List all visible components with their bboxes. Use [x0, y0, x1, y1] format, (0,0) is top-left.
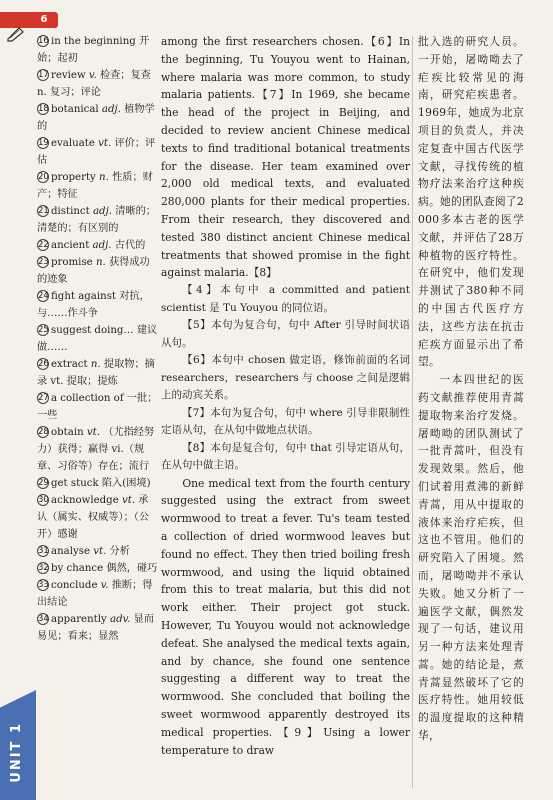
vocab-definition: 提取物；摘录 vt. 提取；提炼: [37, 359, 155, 387]
vocab-word: fight against: [51, 291, 120, 302]
vocab-definition: 检查；复查 n. 复习；评论: [37, 70, 151, 98]
vocab-pos: vt.: [93, 546, 110, 557]
vocab-pos: n.: [99, 172, 113, 183]
vocab-number: 33: [38, 580, 49, 590]
page-number: 6: [40, 14, 48, 25]
vocab-definition: （尤指经努力）获得；赢得 vi.（规章、习俗等）存在；流行: [37, 427, 155, 472]
vocab-word: ancient: [51, 240, 93, 251]
vocab-entry: [37, 577, 158, 611]
vocab-word: suggest doing…: [51, 325, 137, 336]
vocab-entry: [37, 101, 158, 135]
vocab-entry: [37, 390, 158, 424]
vocab-pos: vt.: [121, 495, 139, 506]
vocab-pos: adv.: [110, 614, 134, 625]
vocab-definition: 对抗，与……作斗争: [37, 291, 150, 319]
vocab-word: acknowledge: [51, 495, 122, 506]
vocab-definition: 分析: [109, 546, 130, 557]
vocab-number: 31: [38, 546, 49, 556]
column-divider: [412, 36, 413, 788]
vocab-word: obtain: [51, 427, 87, 438]
vocab-number: 18: [38, 104, 49, 114]
vocab-number: 26: [38, 359, 49, 369]
vocab-pos: n.: [90, 359, 104, 370]
paragraph-2: One medical text from the fourth century suggested using the extract from sweet wormwood to treat a fever. Tu's team tested a collection of dried wormwood leaves but found no effect. They then tried boiling fresh wormwood, and using the liquid obtained from this to treat malaria, but this did not work either. Their project got stuck. However, Tu Youyou would not acknowledge defeat. She analysed the medical texts again, and by chance, she found one sentence suggesting a different way to treat the wormwood. She concluded that boiling the sweet wormwood apparently destroyed its medical properties.【9】Using a lower temperature to draw: [161, 476, 410, 757]
vocab-number: 30: [38, 495, 49, 505]
vocab-number: 21: [38, 206, 49, 216]
vocab-entry: [37, 237, 158, 254]
vocab-word: apparently: [51, 614, 110, 625]
vocab-word: review: [51, 70, 89, 81]
vocab-pos: vt.: [86, 427, 104, 438]
unit-label: UNIT 1: [9, 722, 24, 783]
vocab-word: property: [51, 172, 100, 183]
vocabulary-column: [37, 33, 158, 645]
vocab-definition: 评价；评估: [37, 138, 156, 166]
note-7: 【7】本句为复合句，句中 where 引导非限制性定语从句，在从句中做地点状语。: [161, 406, 410, 437]
vocab-definition: 一批；一些: [37, 393, 158, 421]
vocab-definition: 古代的: [114, 240, 146, 251]
vocab-number: 27: [38, 393, 49, 403]
vocab-definition: 开始；起初: [37, 36, 150, 64]
vocab-word: in the beginning: [51, 36, 140, 47]
vocab-entry: [37, 33, 158, 67]
vocab-word: analyse: [51, 546, 94, 557]
vocab-number: 25: [38, 325, 49, 335]
vocab-pos: vt.: [98, 138, 115, 149]
translation-column: [418, 33, 524, 745]
vocab-entry: [37, 543, 158, 560]
vocab-number: 17: [38, 70, 49, 80]
vocab-entry: [37, 169, 158, 203]
vocab-word: conclude: [51, 580, 101, 591]
vocab-word: promise: [51, 257, 96, 268]
vocab-definition: 建议做……: [37, 325, 158, 353]
vocab-number: 32: [38, 563, 49, 573]
vocab-number: 24: [38, 291, 49, 301]
vocab-number: 23: [38, 257, 49, 267]
translation-1: 批入选的研究人员。一开始，屠呦呦去了疟疾比较常见的海南，研究疟疾患者。1969年，她成为北京项目的负责人，并决定复查中国古代医学文献，寻找传统的植物疗法来治疗这种疾病。她的团队查阅了2 000多本古老的医学文献，并评估了28万种植物的医疗特性。在研究中，他们发现并测试了380种不同的中国古代医疗方法，这些方法在抗击疟疾方面显示出了希望。: [418, 35, 524, 369]
vocab-number: 22: [38, 240, 49, 250]
vocab-number: 34: [38, 614, 49, 624]
vocab-definition: 推断；得出结论: [37, 580, 153, 608]
vocab-pos: adj.: [101, 104, 125, 115]
vocab-number: 16: [38, 36, 49, 46]
vocab-entry: [37, 135, 158, 169]
vocab-definition: 植物学的: [37, 104, 155, 132]
vocab-number: 29: [38, 478, 49, 488]
vocab-word: get stuck: [51, 478, 102, 489]
translation-2: 一本四世纪的医药文献推荐使用青蒿提取物来治疗发烧。屠呦呦的团队测试了一批青蒿叶，但没有发现效果。然后，他们试着用煮沸的新鲜青蒿，用从中提取的液体来治疗疟疾，但这也不管用。他们的研究陷入了困境。然而，屠呦呦并不承认失败。她又分析了一遍医学文献，偶然发现了一句话，建议用另一种方法来处理青蒿。她的结论是，煮青蒿显然破坏了它的医疗特性。她用较低的温度提取的这种精华，: [418, 373, 524, 743]
vocab-entry: [37, 492, 158, 543]
vocab-definition: 清晰的；清楚的；有区别的: [37, 206, 156, 234]
note-8: 【8】本句是复合句，句中 that 引导定语从句，在从句中做主语。: [161, 441, 410, 472]
vocab-pos: adj.: [92, 206, 116, 217]
main-text-column: [161, 33, 410, 759]
vocab-entry: [37, 288, 158, 322]
vocab-entry: [37, 424, 158, 475]
vocab-word: a collection of: [51, 393, 127, 404]
vocab-pos: adj.: [92, 240, 115, 251]
vocab-number: 20: [38, 172, 49, 182]
vocab-entry: [37, 322, 158, 356]
vocab-word: by chance: [51, 563, 107, 574]
vocab-definition: 获得成功的迹象: [37, 257, 150, 285]
vocab-entry: [37, 254, 158, 288]
note-5: 【5】本句为复合句，句中 After 引导时间状语从句。: [161, 319, 410, 349]
vocab-entry: [37, 560, 158, 577]
vocab-entry: [37, 611, 158, 645]
vocab-word: extract: [51, 359, 91, 370]
note-4: 【4】本句中 a committed and patient scientist 是 Tu Youyou 的同位语。: [161, 284, 410, 314]
vocab-number: 19: [38, 138, 49, 148]
vocab-number: 28: [38, 427, 49, 437]
vocab-entry: [37, 475, 158, 492]
vocab-word: botanical: [51, 104, 102, 115]
vocab-definition: 偶然，碰巧: [106, 563, 158, 574]
notes: [161, 282, 410, 475]
vocab-definition: 承认（属实、权威等）；（公开）感谢: [37, 495, 150, 540]
vocab-definition: 陷入(困境): [101, 478, 151, 489]
paragraph-1: among the first researchers chosen.【6】In the beginning, Tu Youyou went to Hainan, where malaria was more common, to study malaria patients.【7】In 1969, she became the head of the project in Beijing, and decided to review ancient Chinese medical texts to find traditional botanical treatments for the disease. Her team examined over 2,000 old medical texts, and evaluated 280,000 plants for their medical properties. From their research, they discovered and tested 380 distinct ancient Chinese medical treatments that showed promise in the fight against malaria.【8】: [161, 35, 410, 280]
vocab-pos: v.: [100, 580, 112, 591]
vocab-definition: 显而易见；看来；显然: [37, 614, 154, 642]
pencil-icon: [6, 26, 26, 42]
vocab-entry: [37, 356, 158, 390]
vocab-pos: v.: [88, 70, 100, 81]
vocab-entry: [37, 203, 158, 237]
note-6: 【6】本句中 chosen 做定语，修饰前面的名词 researchers，researchers 与 choose 之间是逻辑上的动宾关系。: [161, 354, 410, 402]
vocab-pos: n.: [95, 257, 109, 268]
vocab-word: distinct: [51, 206, 93, 217]
vocab-entry: [37, 67, 158, 101]
vocab-definition: 性质；财产；特征: [37, 172, 153, 200]
vocab-word: evaluate: [51, 138, 99, 149]
